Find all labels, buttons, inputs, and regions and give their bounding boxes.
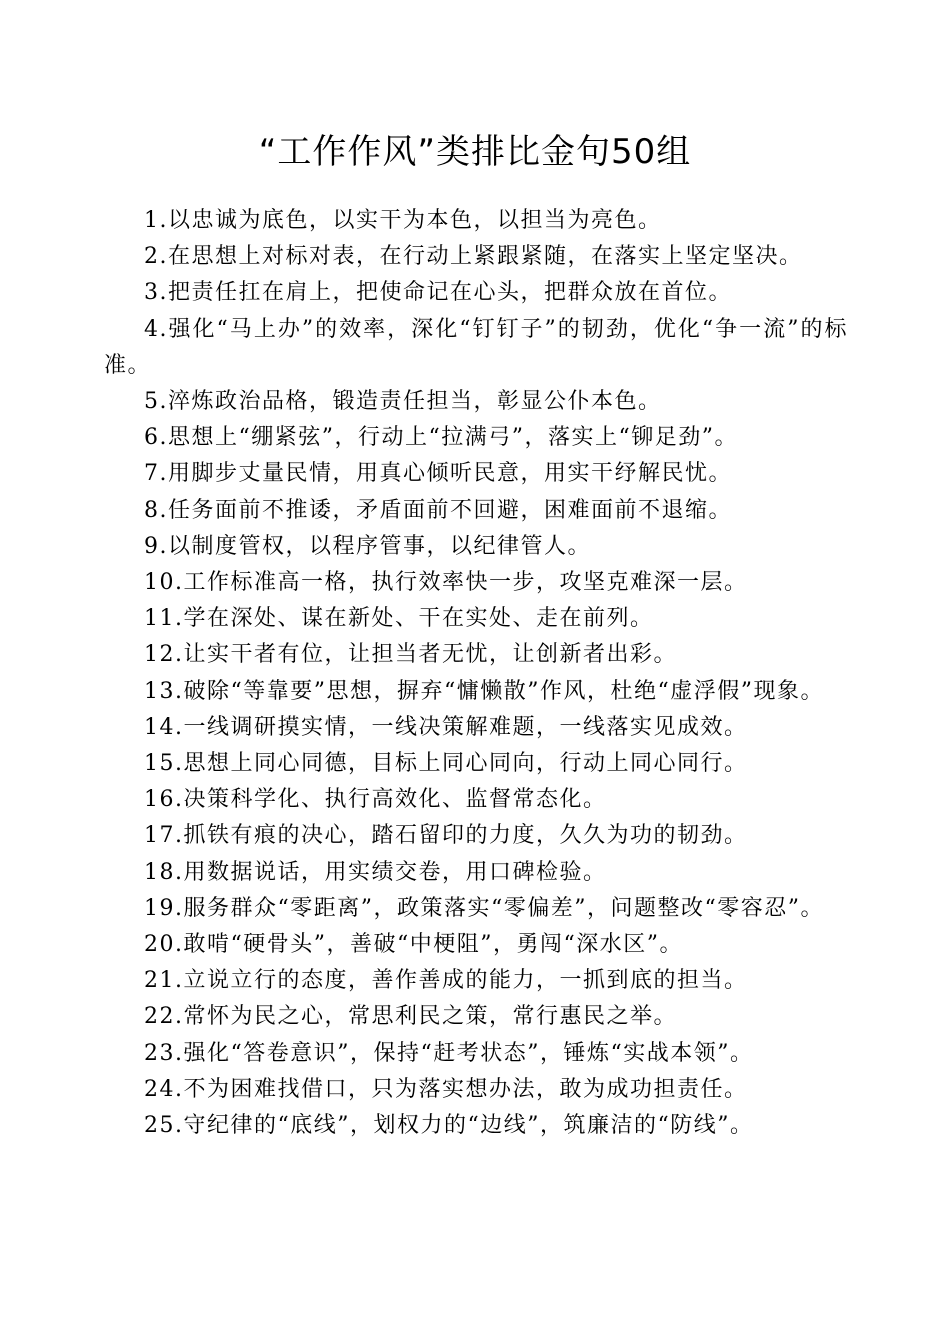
list-item: 9.以制度管权，以程序管事，以纪律管人。	[144, 533, 591, 559]
list-item: 19.服务群众“零距离”，政策落实“零偏差”，问题整改“零容忍”。	[144, 895, 824, 921]
list-item: 20.敢啃“硬骨头”，善破“中梗阻”，勇闯“深水区”。	[144, 932, 683, 958]
list-item: 17.抓铁有痕的决心，踏石留印的力度，久久为功的韧劲。	[144, 823, 748, 849]
list-item: 3.把责任扛在肩上，把使命记在心头，把群众放在首位。	[144, 280, 732, 306]
list-item: 24.不为困难找借口，只为落实想办法，敢为成功担责任。	[144, 1076, 748, 1102]
list-item: 15.思想上同心同德，目标上同心同向，行动上同心同行。	[144, 751, 748, 777]
list-item: 10.工作标准高一格，执行效率快一步，攻坚克难深一层。	[144, 570, 748, 596]
list-item: 14.一线调研摸实情，一线决策解难题，一线落实见成效。	[144, 714, 748, 740]
list-item: 25.守纪律的“底线”，划权力的“边线”，筑廉洁的“防线”。	[144, 1113, 754, 1139]
list-item: 12.让实干者有位，让担当者无忧，让创新者出彩。	[144, 642, 677, 668]
list-item: 22.常怀为民之心，常思利民之策，常行惠民之举。	[144, 1004, 677, 1030]
list-item: 2.在思想上对标对表，在行动上紧跟紧随，在落实上坚定坚决。	[144, 244, 803, 270]
list-item: 5.淬炼政治品格，锻造责任担当，彰显公仆本色。	[144, 389, 662, 415]
list-item: 4.强化“马上办”的效率，深化“钉钉子”的韧劲，优化“争一流”的标准。	[104, 316, 848, 378]
list-item: 1.以忠诚为底色，以实干为本色，以担当为亮色。	[144, 208, 662, 233]
list-item: 23.强化“答卷意识”，保持“赶考状态”，锤炼“实战本领”。	[144, 1040, 754, 1066]
list-item: 16.决策科学化、执行高效化、监督常态化。	[144, 787, 607, 813]
document-title: “工作作风”类排比金句50组	[258, 132, 692, 172]
list-item: 8.任务面前不推诿，矛盾面前不回避，困难面前不退缩。	[144, 497, 732, 523]
list-item: 7.用脚步丈量民情，用真心倾听民意，用实干纾解民忧。	[144, 461, 732, 487]
list-item: 6.思想上“绷紧弦”，行动上“拉满弓”，落实上“铆足劲”。	[144, 425, 738, 451]
list-item: 13.破除“等靠要”思想，摒弃“慵懒散”作风，杜绝“虚浮假”现象。	[144, 678, 824, 704]
list-item: 21.立说立行的态度，善作善成的能力，一抓到底的担当。	[144, 968, 748, 994]
list-item: 18.用数据说话，用实绩交卷，用口碑检验。	[144, 859, 607, 885]
sentence-list	[104, 203, 848, 1144]
list-item: 11.学在深处、谋在新处、干在实处、走在前列。	[144, 606, 654, 632]
